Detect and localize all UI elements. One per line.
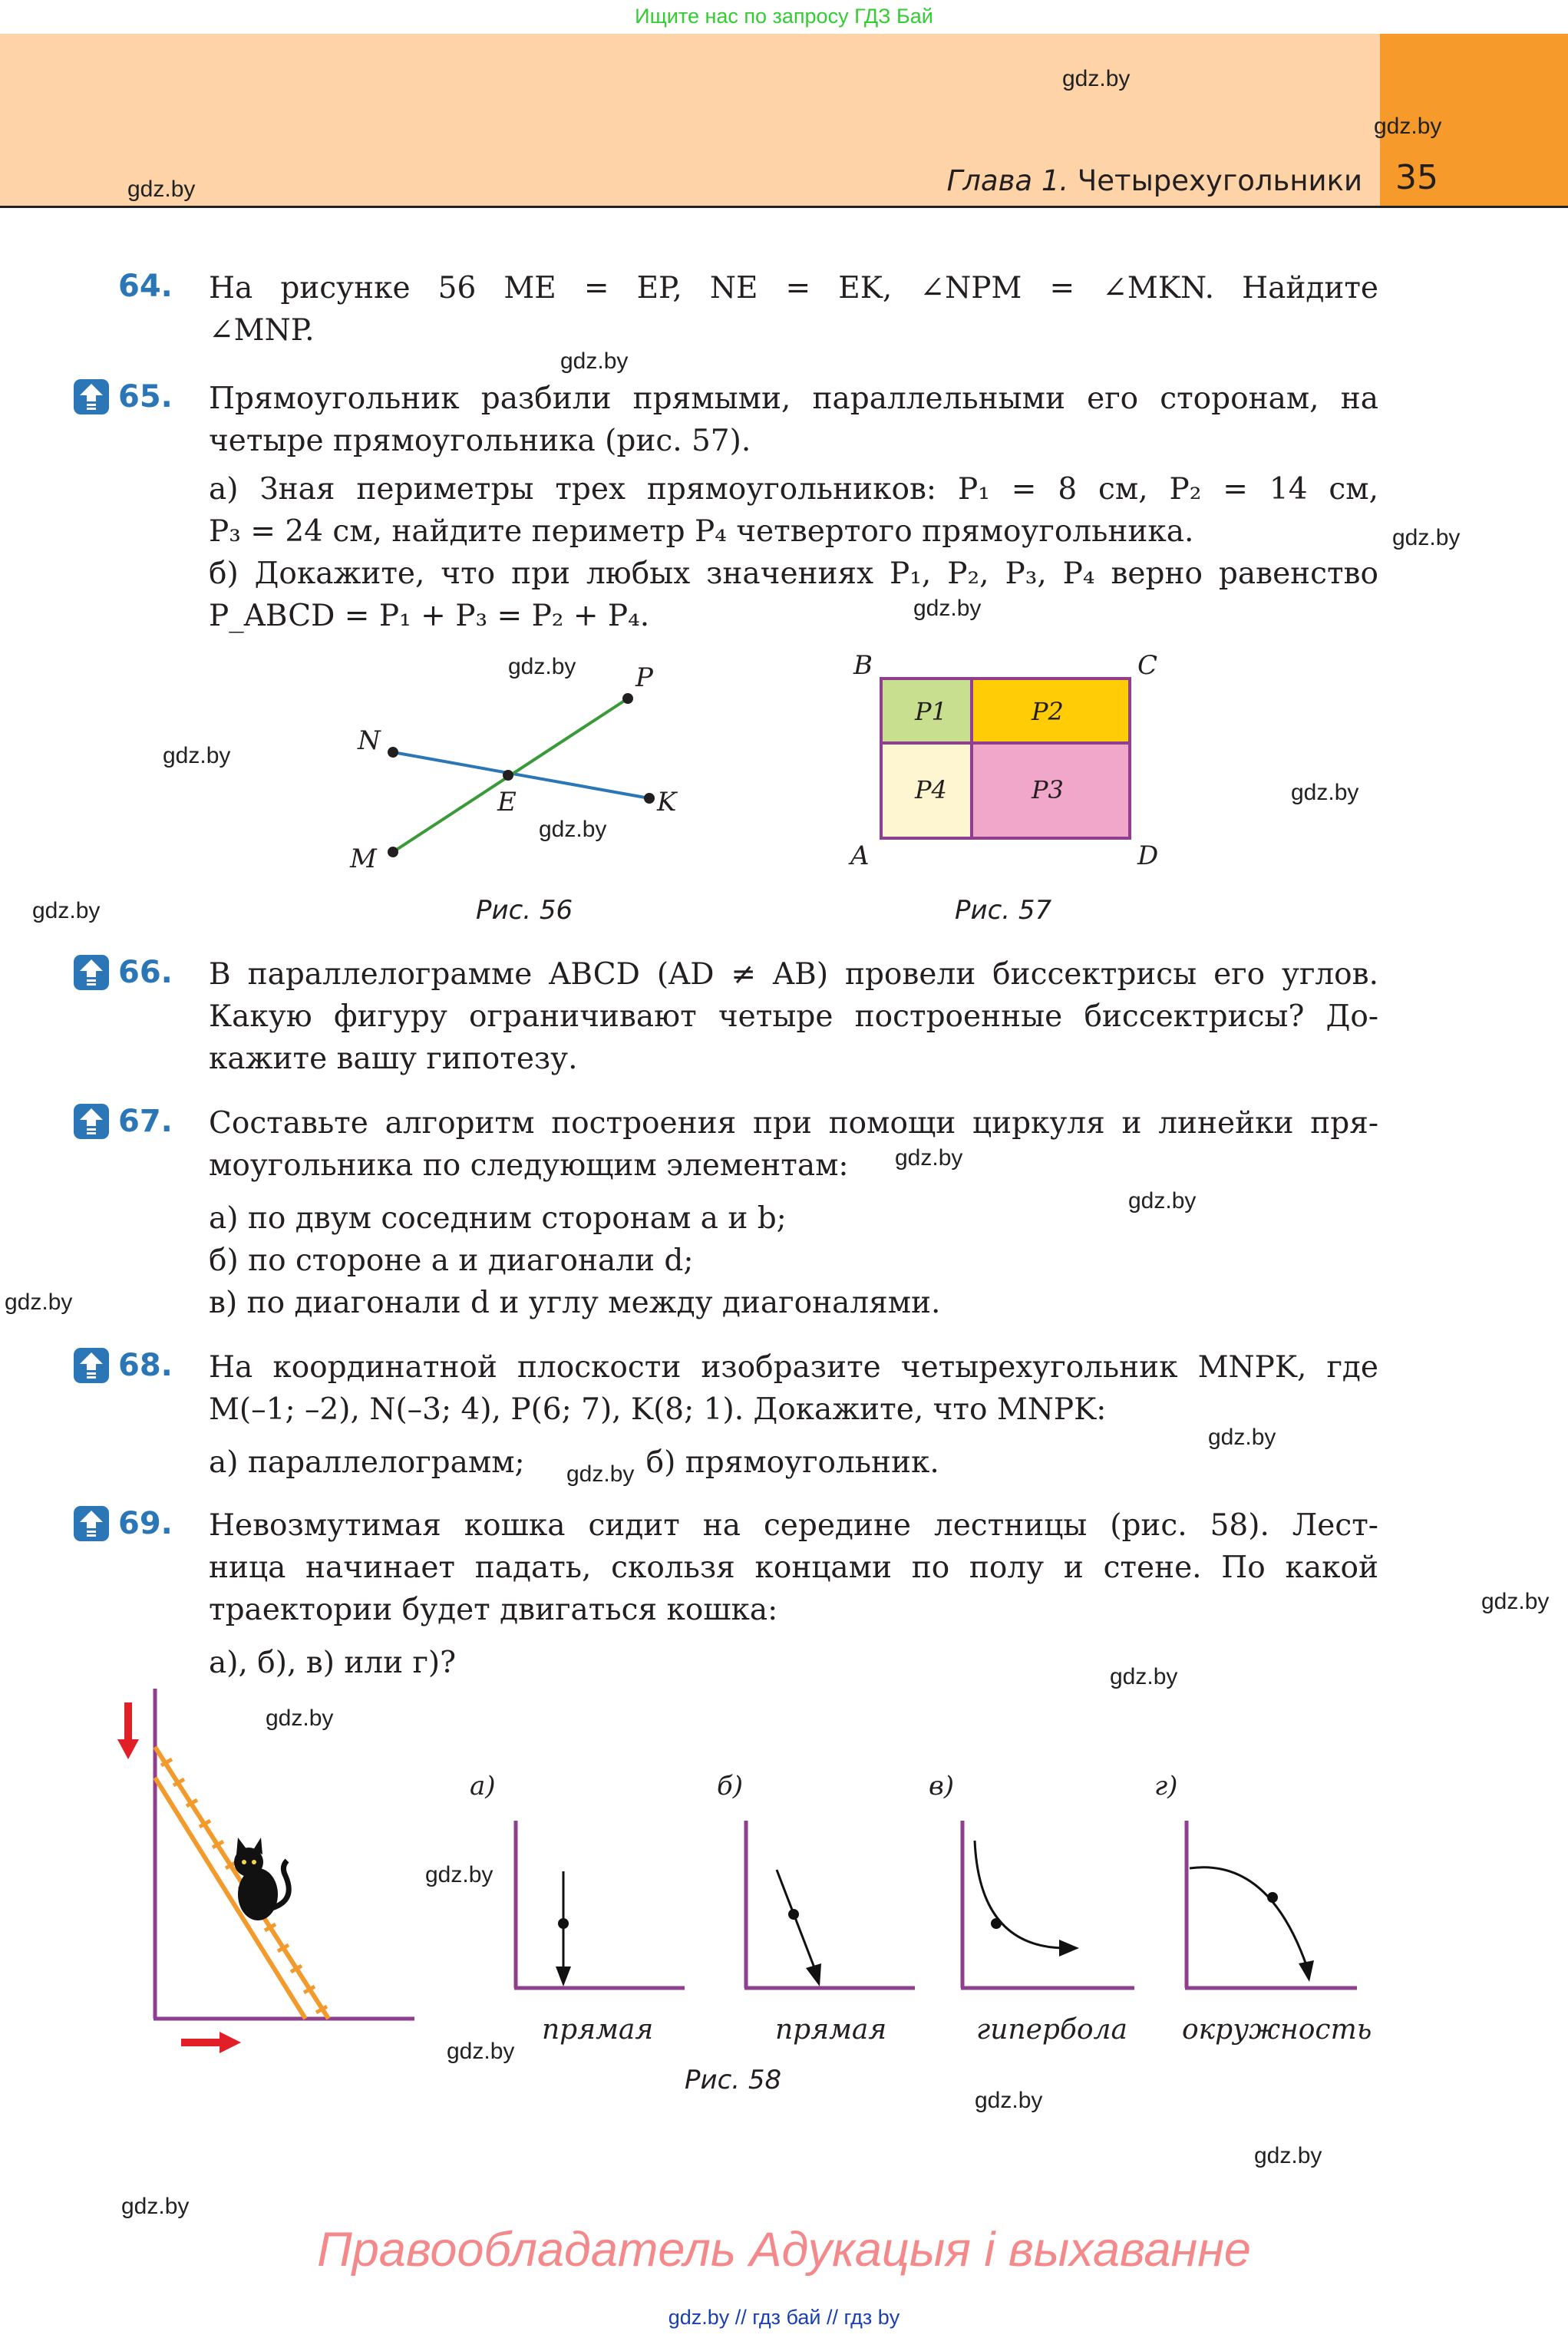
- label-E: E: [497, 787, 517, 817]
- label-P4: P4: [915, 775, 947, 804]
- label-N: N: [358, 725, 381, 756]
- option-a-arrowhead: [556, 1966, 571, 1986]
- page-number: 35: [1395, 158, 1438, 197]
- option-d-label: окружность: [1182, 2014, 1372, 2046]
- down-arrow-icon: [117, 1702, 139, 1759]
- watermark: gdz.by: [5, 1290, 73, 1315]
- point-E: [503, 770, 513, 781]
- problem-number: 67.: [118, 1104, 173, 1139]
- label-B: B: [853, 650, 873, 681]
- option-d-letter: г): [1154, 1771, 1178, 1801]
- watermark: gdz.by: [1062, 66, 1131, 91]
- watermark: gdz.by: [975, 2088, 1043, 2113]
- watermark: gdz.by: [425, 1862, 494, 1887]
- watermark: gdz.by: [895, 1145, 963, 1171]
- watermark: gdz.by: [1392, 525, 1461, 550]
- label-P1: P1: [915, 697, 947, 726]
- problem-text: Составьте алгоритм построения при помощи циркуля и линейки пря- моугольника по следующим элементам: а) по двум соседним сторонам a и b; б) по стороне a и диагонали d; в) по диагонали d и углу между диагоналями.: [209, 1106, 1378, 1320]
- option-c-arrowhead: [1059, 1940, 1079, 1957]
- option-a-label: прямая: [542, 2014, 654, 2046]
- problem-text: На рисунке 56 ME = EP, NE = EK, ∠NPM = ∠MKN. Найдите ∠MNP.: [209, 271, 1378, 348]
- watermark: gdz.by: [447, 2039, 515, 2064]
- header-divider: [0, 206, 1568, 208]
- option-c-label: гипербола: [976, 2014, 1127, 2046]
- option-c-trajectory: [975, 1841, 1064, 1948]
- right-arrow-icon: [181, 2032, 241, 2053]
- figure-56-caption: Рис. 56: [476, 895, 573, 926]
- option-d-arrowhead: [1299, 1960, 1314, 1982]
- level-up-icon: [74, 1104, 109, 1139]
- watermark: gdz.by: [566, 1461, 635, 1487]
- copyright-notice: Правообладатель Адукацыя і выхаванне: [317, 2223, 1251, 2277]
- watermark: gdz.by: [266, 1706, 334, 1731]
- label-A: A: [850, 840, 870, 871]
- problem-text: Прямоугольник разбили прямыми, параллельными его сторонам, на четыре прямоугольника (рис. 57). а) Зная периметры трех прямоугольников: P₁ = 8 см, P₂ = 14 см, P₃ = 24 см, найдите периметр P₄ четвертого прямоугольника. б) Докажите, что при любых значениях P₁, P₂, P₃, P₄ верно равенство P_ABCD = P₁ + P₃ = P₂ + P₄.: [209, 381, 1378, 633]
- label-C: C: [1137, 650, 1158, 681]
- figure-58-options: [460, 1765, 1397, 2057]
- segment-NK: [393, 752, 649, 798]
- option-d-trajectory: [1190, 1867, 1306, 1965]
- watermark: gdz.by: [1208, 1425, 1276, 1450]
- option-b-letter: б): [717, 1771, 744, 1801]
- level-up-icon: [74, 1506, 109, 1541]
- option-b-point: [788, 1909, 799, 1920]
- option-b-label: прямая: [775, 2014, 887, 2046]
- option-c-letter: в): [929, 1771, 955, 1801]
- label-D: D: [1137, 840, 1159, 871]
- point-P: [622, 693, 633, 704]
- watermark: gdz.by: [1374, 114, 1442, 139]
- problem-number: 66.: [118, 955, 173, 990]
- watermark: gdz.by: [1128, 1188, 1197, 1214]
- option-a-point: [558, 1918, 569, 1929]
- option-c-point: [991, 1918, 1002, 1929]
- figure-58-caption: Рис. 58: [685, 2065, 782, 2095]
- cat-icon: [234, 1838, 289, 1920]
- watermark: gdz.by: [163, 743, 231, 768]
- figure-58-ladder: [107, 1681, 430, 2057]
- watermark: gdz.by: [32, 898, 101, 923]
- watermark: gdz.by: [121, 2194, 190, 2219]
- level-up-icon: [74, 379, 109, 414]
- option-d-point: [1267, 1892, 1278, 1903]
- point-N: [388, 747, 398, 758]
- problem-text: Невозмутимая кошка сидит на середине лестницы (рис. 58). Лест- ница начинает падать, скользя концами по полу и стене. По какой траектории будет двигаться кошка: а), б), в) или г)?: [209, 1508, 1378, 1680]
- top-banner[interactable]: Ищите нас по запросу ГДЗ Бай: [635, 5, 933, 28]
- problem-text: На координатной плоскости изобразите четырехугольник MNPK, где M(–1; –2), N(–3; 4), P(6; 7), K(8; 1). Докажите, что MNPK: а) параллелограмм; б) прямоугольник.: [209, 1350, 1378, 1480]
- option-b-arrowhead: [806, 1963, 821, 1986]
- watermark: gdz.by: [1110, 1664, 1178, 1689]
- problem-number: 68.: [118, 1348, 173, 1383]
- footer-links[interactable]: gdz.by // гдз бай // гдз by: [668, 2306, 900, 2329]
- figure-56: [322, 652, 721, 875]
- figure-57-caption: Рис. 57: [955, 895, 1052, 926]
- chapter-title: Глава 1. Четырехугольники: [946, 164, 1362, 197]
- level-up-icon: [74, 1348, 109, 1383]
- problem-number: 64.: [118, 269, 173, 304]
- label-K: K: [657, 787, 677, 817]
- label-P: P: [635, 662, 653, 693]
- watermark: gdz.by: [1254, 2143, 1322, 2168]
- option-b-trajectory: [777, 1870, 815, 1970]
- watermark: gdz.by: [1481, 1589, 1550, 1614]
- watermark: gdz.by: [508, 654, 576, 679]
- watermark: gdz.by: [127, 177, 196, 202]
- point-K: [644, 793, 655, 804]
- problem-text: В параллелограмме ABCD (AD ≠ AB) провели биссектрисы его углов. Какую фигуру ограничивают четыре построенные биссектрисы? До- кажите вашу гипотезу.: [209, 957, 1378, 1076]
- level-up-icon: [74, 955, 109, 990]
- figure-57: [844, 645, 1182, 875]
- watermark: gdz.by: [539, 817, 607, 842]
- watermark: gdz.by: [1291, 780, 1359, 805]
- label-P3: P3: [1032, 775, 1064, 804]
- point-M: [388, 847, 398, 857]
- watermark: gdz.by: [560, 348, 629, 374]
- option-a-letter: а): [470, 1771, 496, 1801]
- problem-number: 65.: [118, 379, 173, 414]
- watermark: gdz.by: [913, 596, 982, 621]
- label-P2: P2: [1032, 697, 1064, 726]
- problem-number: 69.: [118, 1506, 173, 1541]
- label-M: M: [350, 844, 377, 874]
